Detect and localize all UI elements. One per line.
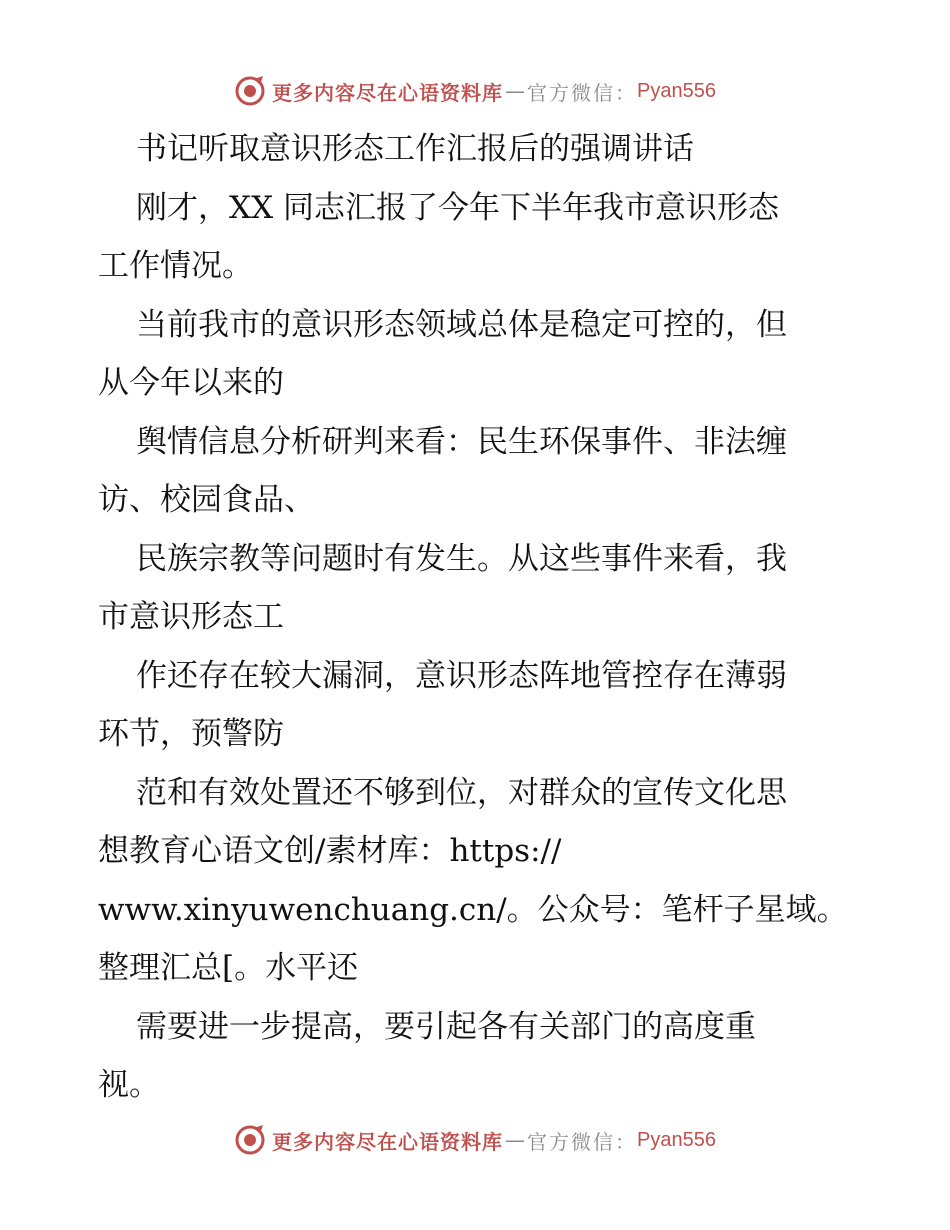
text-line: 环节，预警防 xyxy=(98,716,284,752)
banner-wechat-label: 官方微信： xyxy=(527,1129,638,1154)
banner-wechat-id: Pyan556 xyxy=(637,1128,716,1151)
text-line: 工作情况。 xyxy=(98,248,253,284)
text-line: 市意识形态工 xyxy=(98,599,284,635)
text-line: 范和有效处置还不够到位，对群众的宣传文化思 xyxy=(136,774,787,811)
document-body xyxy=(98,120,858,1115)
text-line: 想教育心语文创/素材库：https:// xyxy=(98,833,562,869)
banner-dash: — xyxy=(505,1128,526,1152)
header-banner xyxy=(0,71,950,111)
pen-logo-icon xyxy=(234,75,266,107)
banner-wechat-id: Pyan556 xyxy=(637,79,716,102)
text-line: 刚才，XX 同志汇报了今年下半年我市意识形态 xyxy=(136,189,779,226)
text-line: 当前我市的意识形态领域总体是稳定可控的，但 xyxy=(136,306,787,343)
text-line: 从今年以来的 xyxy=(98,365,284,401)
text-line: 视。 xyxy=(98,1067,160,1103)
pen-logo-icon xyxy=(234,1124,266,1156)
text-line: 作还存在较大漏洞，意识形态阵地管控存在薄弱 xyxy=(136,657,787,694)
text-line: 访、校园食品、 xyxy=(98,482,315,518)
footer-banner xyxy=(0,1120,950,1160)
text-line: 舆情信息分析研判来看：民生环保事件、非法缠 xyxy=(136,423,787,460)
text-line: 需要进一步提高，要引起各有关部门的高度重 xyxy=(136,1008,756,1045)
banner-dash: — xyxy=(505,79,526,103)
document-title: 书记听取意识形态工作汇报后的强调讲话 xyxy=(136,131,694,167)
banner-text: 更多内容尽在心语资料库 xyxy=(272,1129,504,1154)
text-line: 民族宗教等问题时有发生。从这些事件来看，我 xyxy=(136,540,787,577)
banner-text: 更多内容尽在心语资料库 xyxy=(272,80,504,105)
text-line: 整理汇总[。水平还 xyxy=(98,950,359,986)
banner-wechat-label: 官方微信： xyxy=(527,80,638,105)
text-line: www.xinyuwenchuang.cn/。公众号：笔杆子星域。 xyxy=(98,891,848,928)
